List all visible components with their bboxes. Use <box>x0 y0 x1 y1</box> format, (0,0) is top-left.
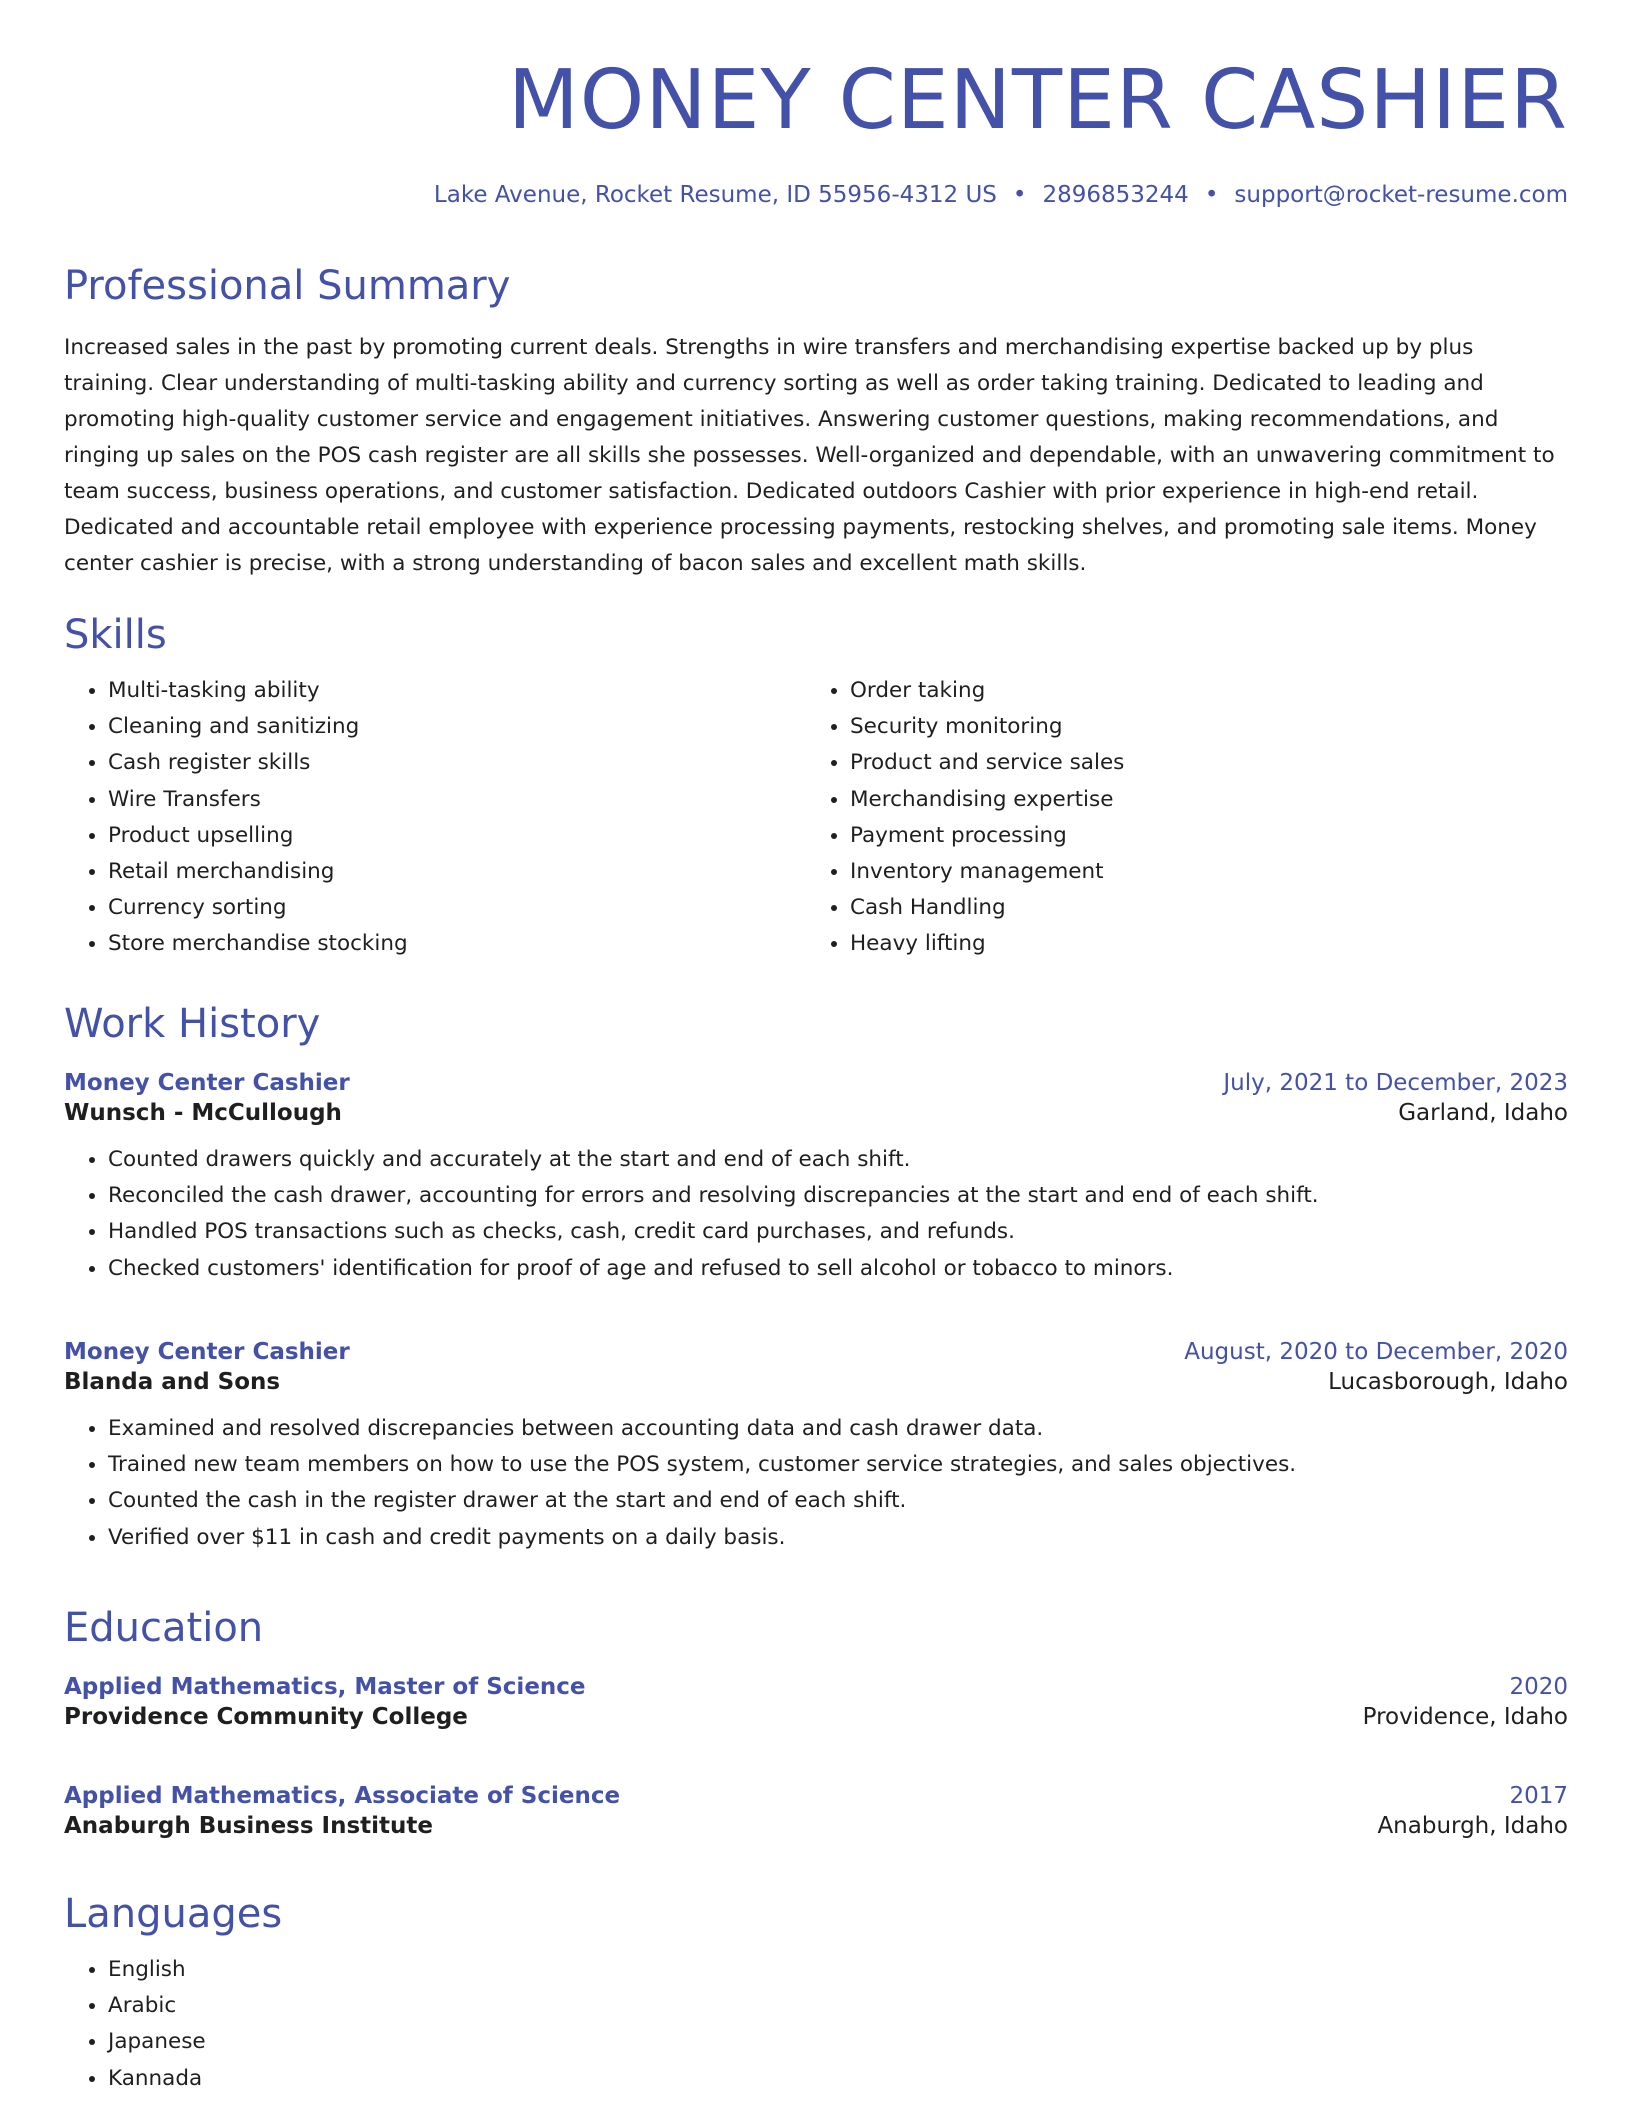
job-bullet: • Checked customers' identification for proof of age and refused to sell alcohol or tobacco to minors. <box>108 1251 1568 1287</box>
education-location: Anaburgh, Idaho <box>1377 1813 1568 1839</box>
contact-phone: 2896853244 <box>1042 182 1189 208</box>
skill-item: • Cash Handling <box>850 890 1548 926</box>
language-item: • Japanese <box>108 2024 1568 2060</box>
skills-column-right <box>806 673 1548 963</box>
job-bullet: • Trained new team members on how to use the POS system, customer service strategies, and sales objectives. <box>108 1447 1568 1483</box>
work-title: Work History <box>64 1001 321 1047</box>
skill-item: • Heavy lifting <box>850 926 1548 962</box>
education-entry <box>64 1672 1568 1732</box>
skill-item: • Cash register skills <box>108 745 806 781</box>
job-company: Blanda and Sons <box>64 1369 281 1395</box>
skill-item: • Cleaning and sanitizing <box>108 709 806 745</box>
job-bullet: • Handled POS transactions such as checks, cash, credit card purchases, and refunds. <box>108 1214 1568 1250</box>
languages-list <box>64 1952 1568 2097</box>
job-dates: July, 2021 to December, 2023 <box>1223 1070 1568 1096</box>
summary-section <box>64 262 1568 582</box>
skills-list-right <box>806 673 1548 963</box>
skill-item: • Wire Transfers <box>108 782 806 818</box>
skill-item: • Security monitoring <box>850 709 1548 745</box>
education-school: Providence Community College <box>64 1704 468 1730</box>
education-entry <box>64 1781 1568 1841</box>
job-bullet: • Examined and resolved discrepancies between accounting data and cash drawer data. <box>108 1411 1568 1447</box>
skills-title: Skills <box>64 612 167 658</box>
contact-separator: • <box>1204 182 1219 208</box>
education-location: Providence, Idaho <box>1362 1704 1568 1730</box>
skill-item: • Order taking <box>850 673 1548 709</box>
job-title: Money Center Cashier <box>64 1070 350 1096</box>
education-degree: Applied Mathematics, Master of Science <box>64 1674 586 1700</box>
education-year: 2017 <box>1509 1783 1568 1809</box>
education-school: Anaburgh Business Institute <box>64 1813 434 1839</box>
language-item: • Arabic <box>108 1988 1568 2024</box>
languages-section <box>64 1890 1568 2097</box>
languages-title: Languages <box>64 1891 283 1937</box>
skills-columns <box>64 673 1568 963</box>
job-bullet: • Counted the cash in the register drawer at the start and end of each shift. <box>108 1483 1568 1519</box>
job-title: Money Center Cashier <box>64 1339 350 1365</box>
language-item: • Kannada <box>108 2061 1568 2097</box>
job-bullet: • Reconciled the cash drawer, accounting for errors and resolving discrepancies at the start and end of each shift. <box>108 1178 1568 1214</box>
job-entry <box>64 1337 1568 1556</box>
contact-address: Lake Avenue, Rocket Resume, ID 55956-4312 US <box>433 182 997 208</box>
job-location: Lucasborough, Idaho <box>1328 1369 1568 1395</box>
job-bullets <box>64 1142 1568 1287</box>
job-company: Wunsch - McCullough <box>64 1100 342 1126</box>
contact-line <box>64 180 1568 210</box>
education-degree: Applied Mathematics, Associate of Science <box>64 1783 621 1809</box>
job-dates: August, 2020 to December, 2020 <box>1184 1339 1568 1365</box>
contact-email[interactable]: support@rocket-resume.com <box>1234 182 1568 208</box>
education-year: 2020 <box>1509 1674 1568 1700</box>
skill-item: • Store merchandise stocking <box>108 926 806 962</box>
job-entry <box>64 1068 1568 1287</box>
skill-item: • Product upselling <box>108 818 806 854</box>
education-title: Education <box>64 1605 264 1651</box>
language-item: • English <box>108 1952 1568 1988</box>
resume-header <box>64 0 1568 210</box>
job-bullets <box>64 1411 1568 1556</box>
education-section <box>64 1604 1568 1652</box>
summary-title: Professional Summary <box>64 263 511 309</box>
skills-list-left <box>64 673 806 963</box>
skills-column-left <box>64 673 806 963</box>
candidate-name: MONEY CENTER CASHIER <box>508 53 1568 148</box>
skill-item: • Retail merchandising <box>108 854 806 890</box>
skill-item: • Inventory management <box>850 854 1548 890</box>
skill-item: • Payment processing <box>850 818 1548 854</box>
job-bullet: • Verified over $11 in cash and credit payments on a daily basis. <box>108 1520 1568 1556</box>
job-location: Garland, Idaho <box>1398 1100 1568 1126</box>
skills-section <box>64 611 1568 963</box>
skill-item: • Merchandising expertise <box>850 782 1548 818</box>
job-bullet: • Counted drawers quickly and accurately at the start and end of each shift. <box>108 1142 1568 1178</box>
summary-text: Increased sales in the past by promoting current deals. Strengths in wire transfers and merchandising expertise backed up by plus training. Clear understanding of multi-tasking ability and currency sorting as well as order taking training. Dedicated to leading and promoting high-quality customer service and engagement initiatives. Answering customer questions, making recommendations, and ringing up sales on the POS cash register are all skills she possesses. Well-organized and dependable, with an unwavering commitment to team success, business operations, and customer satisfaction. Dedicated outdoors Cashier with prior experience in high-end retail. Dedicated and accountable retail employee with experience processing payments, restocking shelves, and promoting sale items. Money center cashier is precise, with a strong understanding of bacon sales and excellent math skills. <box>64 335 1555 576</box>
skill-item: • Product and service sales <box>850 745 1548 781</box>
contact-separator: • <box>1012 182 1027 208</box>
resume-page <box>64 0 1568 2112</box>
skill-item: • Currency sorting <box>108 890 806 926</box>
work-section <box>64 1000 1568 1048</box>
skill-item: • Multi-tasking ability <box>108 673 806 709</box>
